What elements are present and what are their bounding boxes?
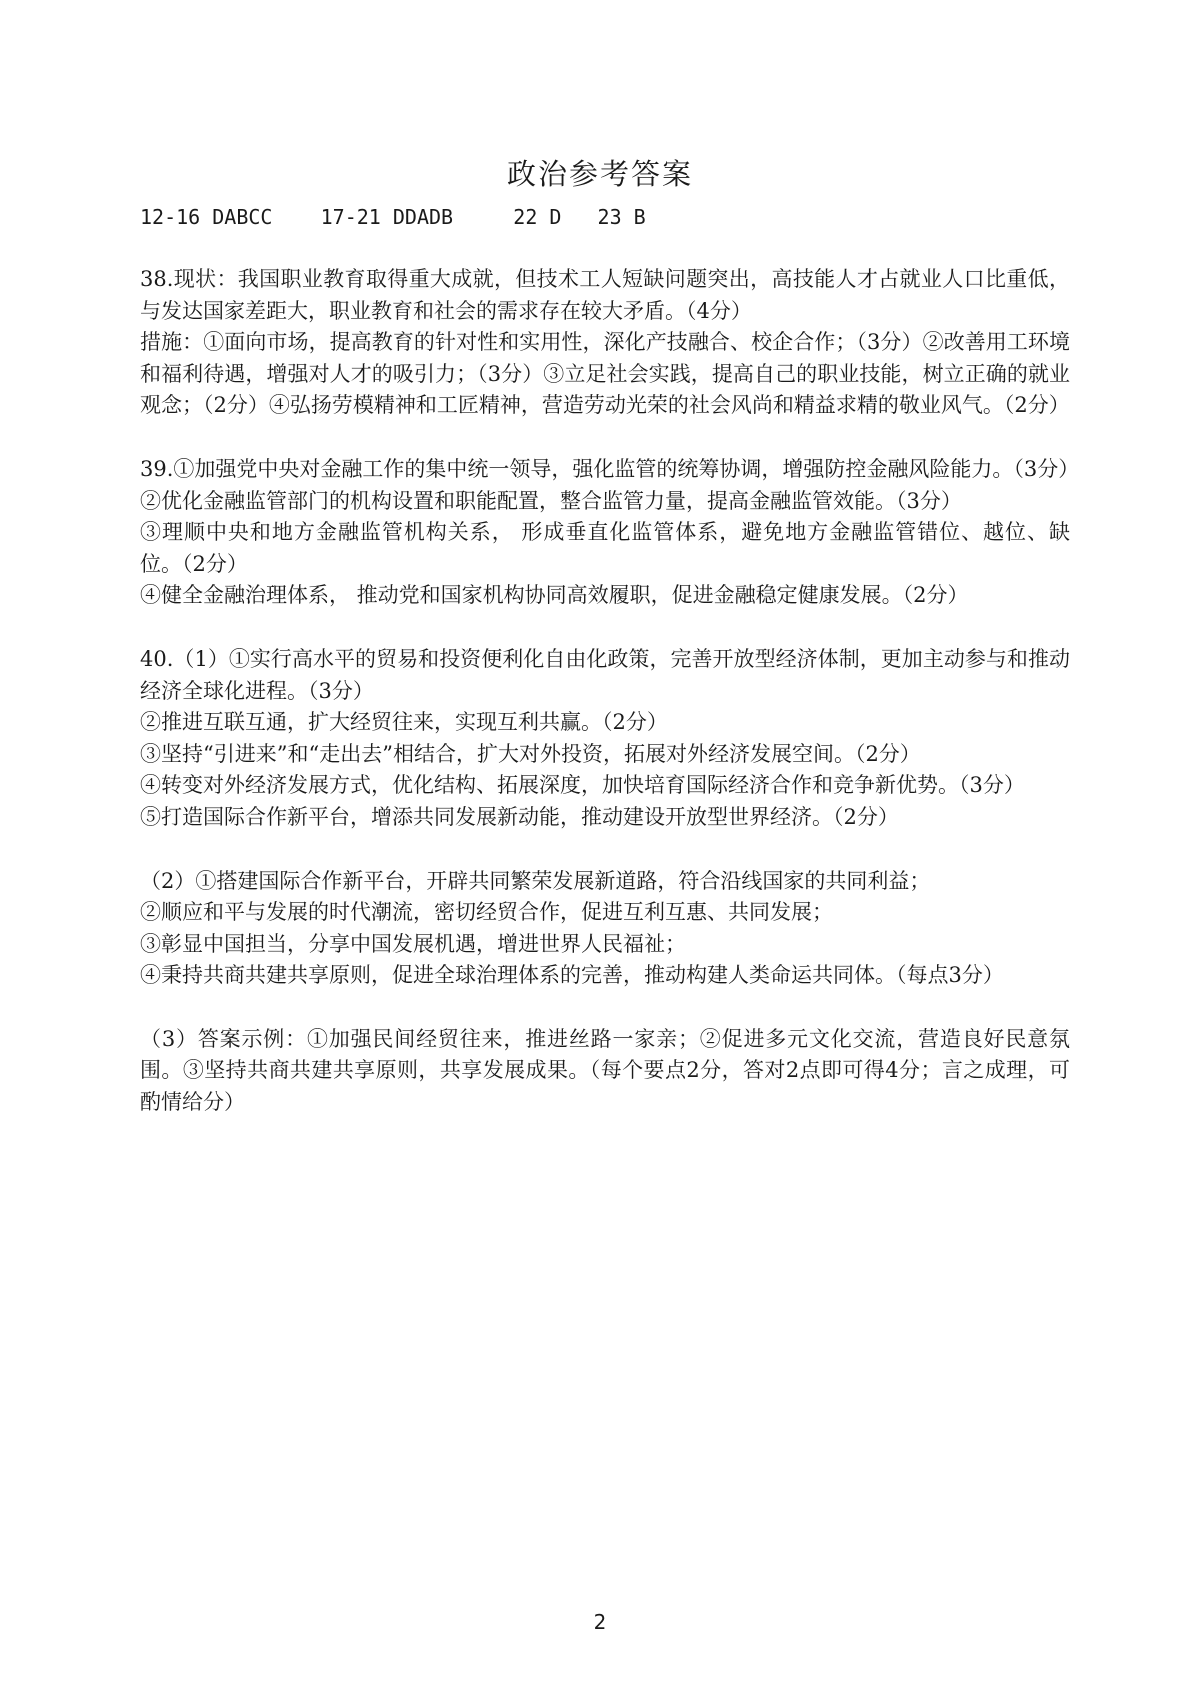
question-40-part-3: [140, 1024, 1070, 1119]
q40-1-point-1: 40.（1）①实行高水平的贸易和投资便利化自由化政策，完善开放型经济体制，更加主动参与和推动经济全球化进程。（3分）: [140, 646, 1070, 703]
q40-1-point-2: ②推进互联互通，扩大经贸往来，实现互利共赢。（2分）: [140, 710, 668, 735]
q40-3-answer: （3）答案示例：①加强民间经贸往来，推进丝路一家亲；②促进多元文化交流，营造良好民意氛围。③坚持共商共建共享原则，共享发展成果。（每个要点2分，答对2点即可得4分；言之成理，可酌情给分）: [140, 1026, 1070, 1115]
q40-2-point-3: ③彰显中国担当，分享中国发展机遇，增进世界人民福祉；: [140, 931, 686, 956]
section-gap: [140, 612, 1070, 644]
section-gap: [140, 422, 1070, 454]
answer-body: [140, 264, 1080, 1119]
question-39: [140, 454, 1080, 612]
page-number: 2: [593, 1610, 607, 1634]
question-38: [140, 264, 1070, 422]
q40-2-point-1: （2）①搭建国际合作新平台，开辟共同繁荣发展新道路，符合沿线国家的共同利益；: [140, 868, 931, 893]
q39-point-2: ②优化金融监管部门的机构设置和职能配置，整合监管力量，提高金融监管效能。（3分）: [140, 488, 962, 513]
question-40-part-2: [140, 866, 1070, 992]
q40-1-point-5: ⑤打造国际合作新平台，增添共同发展新动能，推动建设开放型世界经济。（2分）: [140, 804, 899, 829]
q39-point-1: 39.①加强党中央对金融工作的集中统一领导，强化监管的统筹协调，增强防控金融风险能力。（3分）: [140, 456, 1080, 481]
q40-1-point-3: ③坚持“引进来”和“走出去”相结合，扩大对外投资，拓展对外经济发展空间。（2分）: [140, 741, 921, 766]
q40-1-point-4: ④转变对外经济发展方式，优化结构、拓展深度，加快培育国际经济合作和竞争新优势。（3分）: [140, 773, 1025, 798]
q39-point-3: ③理顺中央和地方金融监管机构关系， 形成垂直化监管体系，避免地方金融监管错位、越位、缺位。（2分）: [140, 520, 1070, 576]
q40-2-point-2: ②顺应和平与发展的时代潮流，密切经贸合作，促进互利互惠、共同发展；: [140, 900, 833, 925]
question-40-part-1: [140, 644, 1070, 834]
page-title: 政治参考答案: [506, 157, 693, 191]
q39-point-4: ④健全金融治理体系， 推动党和国家机构协同高效履职，促进金融稳定健康发展。（2分）: [140, 583, 969, 608]
q40-2-point-4: ④秉持共商共建共享原则，促进全球治理体系的完善，推动构建人类命运共同体。（每点3分）: [140, 963, 1004, 988]
section-gap: [140, 834, 1070, 866]
choice-answers: 12-16 DABCC 17-21 DDADB 22 D 23 B: [140, 205, 646, 229]
q38-measures: 措施：①面向市场，提高教育的针对性和实用性，深化产技融合、校企合作；（3分）②改善用工环境和福利待遇，增强对人才的吸引力；（3分）③立足社会实践，提高自己的职业技能，树立正确的就业观念；（2分）④弘扬劳模精神和工匠精神，营造劳动光荣的社会风尚和精益求精的敬业风气。（2分）: [140, 330, 1070, 418]
section-gap: [140, 992, 1070, 1024]
q38-status: 38.现状：我国职业教育取得重大成就，但技术工人短缺问题突出，高技能人才占就业人口比重低，与发达国家差距大，职业教育和社会的需求存在较大矛盾。（4分）: [140, 267, 1070, 323]
